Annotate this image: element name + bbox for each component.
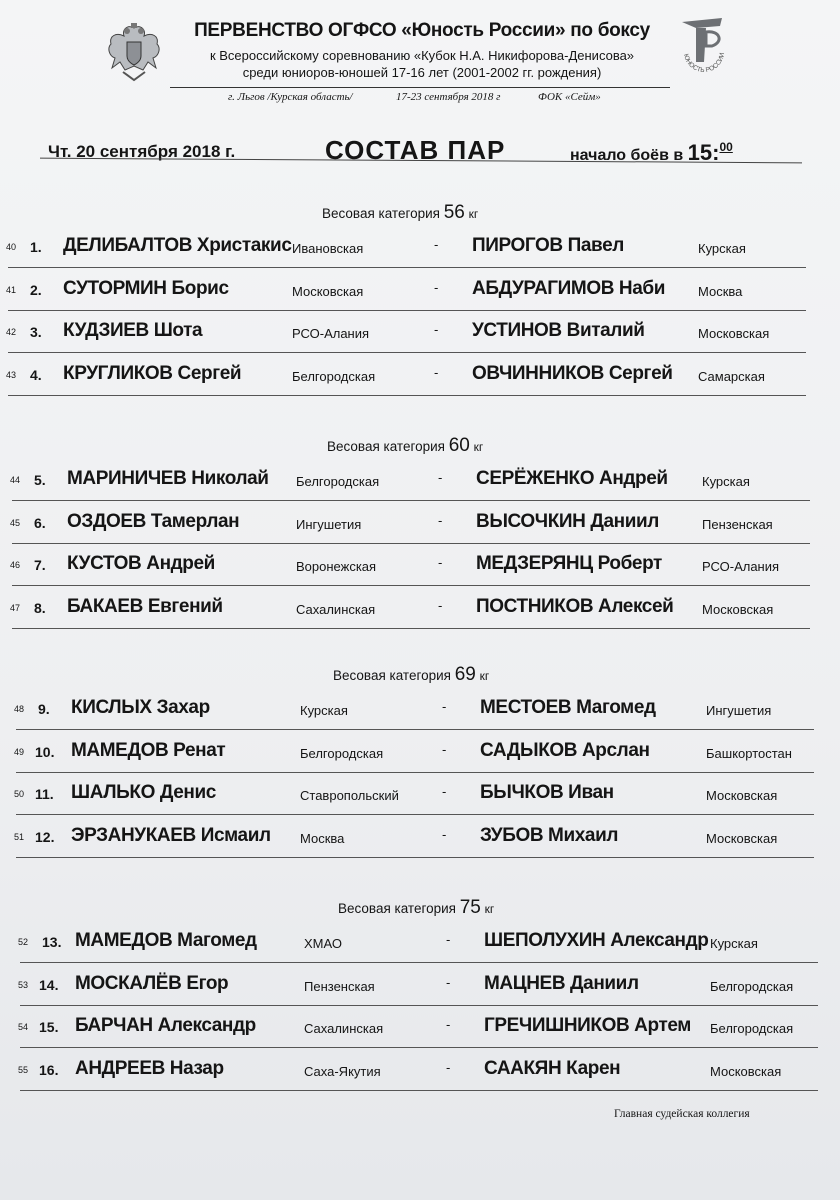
row-divider	[8, 395, 806, 396]
blue-corner-name: ПИРОГОВ Павел	[472, 235, 624, 256]
blue-corner-name: ЗУБОВ Михаил	[480, 824, 619, 846]
bout-id: 43	[6, 369, 17, 380]
bout-id: 45	[10, 517, 21, 528]
bout-dash: -	[442, 826, 447, 842]
red-corner-region: Москва	[300, 830, 345, 846]
event-title: ПЕРВЕНСТВО ОГФСО «Юность России» по боксу	[194, 20, 650, 41]
red-corner-name: БАКАЕВ Евгений	[67, 595, 223, 617]
bout-row	[0, 816, 840, 858]
blue-corner-region: Ингушетия	[706, 703, 772, 718]
weight-category-label: Весовая категория	[338, 901, 456, 916]
venue-dates: 17-23 сентября 2018 г	[396, 91, 501, 103]
blue-corner-region: Московская	[706, 788, 778, 803]
row-divider	[12, 628, 810, 629]
blue-corner-name: МАЦНЕВ Даниил	[484, 972, 639, 994]
bout-number: 12.	[35, 828, 55, 845]
bout-id: 47	[10, 602, 21, 613]
bout-row	[0, 269, 840, 311]
bout-dash: -	[438, 597, 443, 613]
blue-corner-name: БЫЧКОВ Иван	[480, 782, 614, 803]
blue-corner-name: СЕРЁЖЕНКО Андрей	[476, 468, 668, 489]
bout-date: Чт. 20 сентября 2018 г.	[48, 142, 236, 161]
bout-id: 51	[14, 831, 25, 842]
bout-row	[0, 459, 840, 501]
bout-number: 5.	[34, 472, 46, 488]
blue-corner-region: РСО-Алания	[702, 559, 780, 574]
weight-category-unit: кг	[473, 440, 484, 454]
bout-dash: -	[446, 1017, 451, 1032]
blue-corner-name: ШЕПОЛУХИН Александр	[484, 930, 709, 951]
bout-number: 8.	[34, 599, 46, 616]
bout-number: 9.	[38, 701, 50, 717]
red-corner-name: ШАЛЬКО Денис	[71, 782, 216, 803]
bout-number: 10.	[35, 743, 55, 760]
bout-dash: -	[446, 974, 451, 990]
blue-corner-region: Белгородская	[710, 978, 794, 994]
bout-row	[0, 773, 840, 815]
bout-row	[0, 587, 840, 629]
bout-id: 50	[14, 789, 25, 799]
row-divider	[16, 857, 814, 858]
red-corner-region: Белгородская	[292, 368, 376, 384]
weight-category-unit: кг	[468, 207, 479, 221]
red-corner-name: СУТОРМИН Борис	[63, 277, 229, 299]
bout-row	[0, 502, 840, 544]
weight-category-weight: 75	[459, 897, 481, 918]
bout-row	[0, 544, 840, 586]
bout-number: 6.	[34, 514, 46, 531]
weight-category-label: Весовая категория	[322, 206, 440, 221]
red-corner-name: КУДЗИЕВ Шота	[63, 320, 203, 341]
blue-corner-region: Курская	[702, 474, 750, 489]
bout-id: 41	[6, 284, 17, 295]
blue-corner-name: МЕДЗЕРЯНЦ Роберт	[476, 553, 662, 574]
red-corner-name: МАМЕДОВ Ренат	[71, 739, 226, 761]
weight-category-weight: 69	[454, 664, 476, 685]
bout-number: 1.	[30, 239, 42, 255]
red-corner-region: Ставропольский	[300, 788, 399, 803]
bout-dash: -	[438, 512, 443, 528]
red-corner-region: ХМАО	[304, 936, 342, 951]
bout-number: 4.	[30, 366, 42, 383]
bout-dash: -	[442, 784, 447, 799]
bout-dash: -	[434, 322, 439, 337]
bout-dash: -	[442, 741, 447, 757]
blue-corner-name: МЕСТОЕВ Магомед	[480, 697, 656, 718]
weight-category-unit: кг	[484, 902, 495, 916]
bout-row	[0, 311, 840, 353]
red-corner-name: КРУГЛИКОВ Сергей	[63, 362, 242, 384]
red-corner-region: Белгородская	[300, 745, 384, 761]
bout-row	[0, 731, 840, 773]
bout-dash: -	[446, 1059, 451, 1075]
red-corner-name: КИСЛЫХ Захар	[71, 697, 210, 718]
bout-id: 49	[14, 746, 25, 757]
bout-dash: -	[434, 237, 439, 252]
bout-dash: -	[438, 470, 443, 485]
red-corner-region: Воронежская	[296, 559, 377, 574]
logo-text: ЮНОСТЬ РОССИИ	[681, 52, 727, 75]
document-header	[0, 0, 840, 110]
yunost-rossii-logo-icon	[676, 16, 732, 82]
weight-category-weight: 56	[443, 202, 465, 223]
venue-line	[170, 87, 670, 108]
weight-category-heading	[327, 435, 483, 457]
red-corner-name: ОЗДОЕВ Тамерлан	[67, 510, 240, 532]
bout-id: 40	[6, 242, 17, 252]
red-corner-name: МОСКАЛЁВ Егор	[75, 972, 229, 994]
red-corner-name: МАРИНИЧЕВ Николай	[67, 468, 269, 489]
blue-corner-name: УСТИНОВ Виталий	[472, 320, 645, 341]
blue-corner-region: Московская	[698, 326, 770, 341]
red-corner-name: БАРЧАН Александр	[75, 1015, 256, 1036]
bout-id: 53	[18, 979, 29, 990]
bout-number: 16.	[39, 1061, 59, 1078]
weight-category-heading	[338, 897, 494, 919]
event-subtitle-cup: к Всероссийскому соревнованию «Кубок Н.А. Никифорова-Денисова»	[209, 48, 635, 63]
blue-corner-region: Москва	[698, 283, 743, 299]
venue-place: ФОК «Сейм»	[538, 91, 601, 103]
bout-dash: -	[438, 555, 443, 570]
bout-id: 44	[10, 475, 21, 485]
blue-corner-name: ВЫСОЧКИН Даниил	[476, 510, 659, 532]
coat-of-arms-icon	[103, 22, 165, 88]
bout-number: 7.	[34, 557, 46, 573]
document-title: СОСТАВ ПАР	[325, 135, 506, 165]
blue-corner-region: Курская	[710, 936, 758, 951]
judges-signature: Главная судейская коллегия	[614, 1108, 750, 1120]
bout-id: 46	[10, 560, 21, 570]
weight-category-unit: кг	[479, 669, 490, 683]
bout-dash: -	[434, 279, 439, 295]
bout-id: 55	[18, 1064, 29, 1075]
red-corner-region: Сахалинская	[304, 1021, 384, 1036]
bout-row	[0, 226, 840, 268]
bout-row	[0, 354, 840, 396]
weight-category-weight: 60	[448, 435, 470, 456]
start-minutes: 00	[719, 140, 733, 154]
bout-number: 2.	[30, 281, 42, 298]
blue-corner-name: САДЫКОВ Арслан	[480, 739, 650, 761]
event-subtitle-age: среди юниоров-юношей 17-16 лет (2001-2002 гг. рождения)	[242, 65, 602, 80]
bout-number: 14.	[39, 976, 59, 993]
bout-row	[0, 1049, 840, 1091]
bout-row	[0, 688, 840, 730]
weight-category-heading	[322, 202, 478, 224]
blue-corner-name: ОВЧИННИКОВ Сергей	[472, 362, 673, 384]
bout-row	[0, 921, 840, 963]
red-corner-name: ЭРЗАНУКАЕВ Исмаил	[71, 824, 271, 846]
red-corner-region: Сахалинская	[296, 601, 376, 617]
bout-id: 52	[18, 937, 29, 947]
blue-corner-name: СААКЯН Карен	[484, 1057, 621, 1079]
blue-corner-region: Курская	[698, 241, 746, 256]
blue-corner-name: ГРЕЧИШНИКОВ Артем	[484, 1015, 691, 1036]
red-corner-name: МАМЕДОВ Магомед	[75, 930, 257, 951]
red-corner-region: Ингушетия	[296, 516, 362, 532]
blue-corner-region: Белгородская	[710, 1021, 794, 1036]
blue-corner-name: АБДУРАГИМОВ Наби	[472, 277, 666, 299]
bout-dash: -	[434, 364, 439, 380]
red-corner-region: Курская	[300, 703, 348, 718]
bout-number: 3.	[30, 324, 42, 340]
bout-id: 42	[6, 327, 17, 337]
blue-corner-name: ПОСТНИКОВ Алексей	[476, 595, 674, 617]
start-hour: 15:	[687, 140, 720, 165]
weight-category-label: Весовая категория	[333, 668, 451, 683]
bout-number: 15.	[39, 1019, 59, 1035]
blue-corner-region: Башкортостан	[706, 745, 792, 761]
row-divider	[20, 1090, 818, 1091]
red-corner-name: АНДРЕЕВ Назар	[75, 1057, 224, 1079]
venue-city: г. Льгов /Курская область/	[228, 91, 353, 103]
red-corner-region: Московская	[292, 283, 364, 299]
bout-dash: -	[442, 699, 447, 714]
red-corner-region: Ивановская	[292, 241, 364, 256]
blue-corner-region: Московская	[706, 830, 778, 846]
blue-corner-region: Московская	[710, 1063, 782, 1079]
start-label: начало боёв в	[570, 147, 684, 164]
blue-corner-region: Самарская	[698, 368, 765, 384]
blue-corner-region: Московская	[702, 601, 774, 617]
red-corner-region: Саха-Якутия	[304, 1063, 381, 1079]
red-corner-name: ДЕЛИБАЛТОВ Христакис	[63, 235, 292, 256]
weight-category-heading	[333, 664, 489, 686]
red-corner-name: КУСТОВ Андрей	[67, 553, 215, 574]
bout-id: 48	[14, 704, 25, 714]
bout-number: 13.	[42, 934, 62, 950]
bout-id: 54	[18, 1022, 29, 1032]
weight-category-label: Весовая категория	[327, 439, 445, 454]
bout-row	[0, 964, 840, 1006]
red-corner-region: Пензенская	[304, 978, 375, 994]
bout-row	[0, 1006, 840, 1048]
red-corner-region: Белгородская	[296, 474, 380, 489]
red-corner-region: РСО-Алания	[292, 326, 370, 341]
blue-corner-region: Пензенская	[702, 516, 773, 532]
bout-number: 11.	[35, 786, 54, 802]
bout-dash: -	[446, 932, 451, 947]
